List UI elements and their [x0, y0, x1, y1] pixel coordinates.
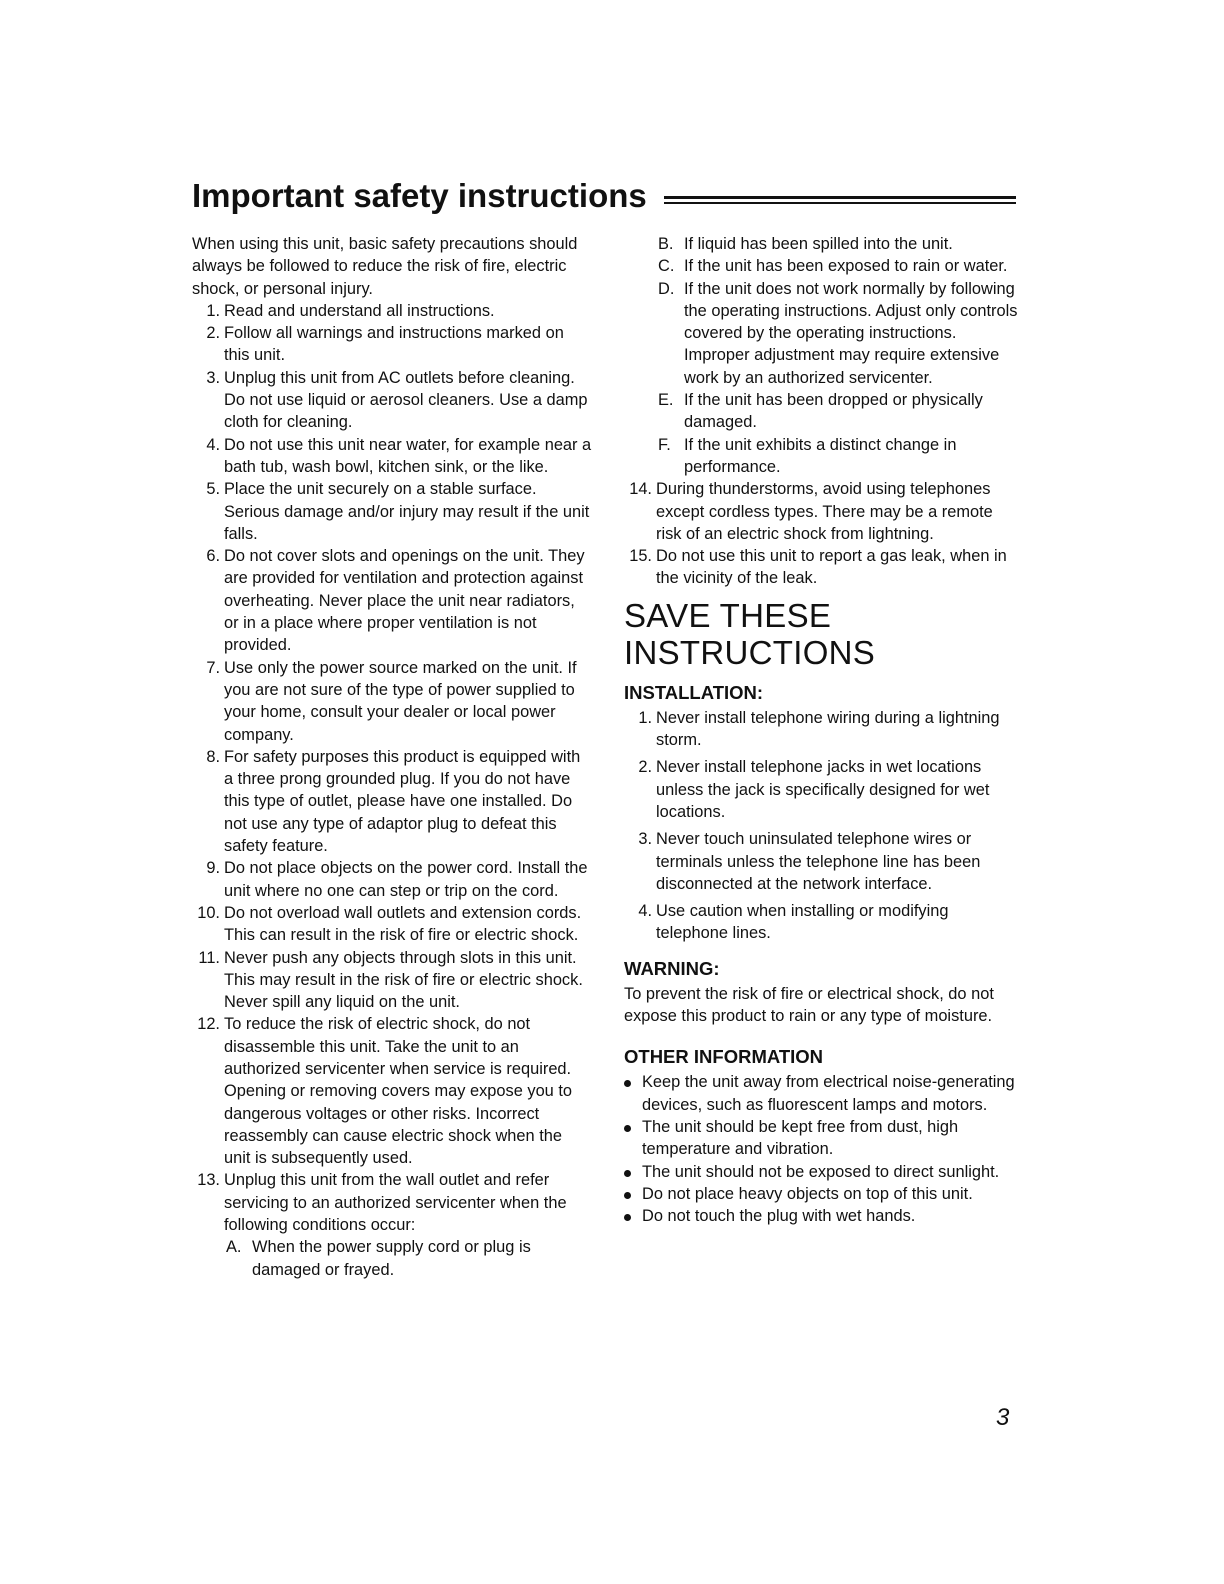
subitem-letter: A. [226, 1238, 242, 1257]
item-number: 3. [638, 830, 652, 849]
item-number: 10. [197, 903, 220, 922]
safety-item-10 [192, 902, 592, 947]
safety-item-7 [192, 657, 592, 746]
subitem-letter: C. [658, 257, 675, 276]
item-number: 2. [206, 324, 220, 343]
item-number: 15. [629, 547, 652, 566]
safety-item-9 [192, 857, 592, 902]
save-heading-line-2: INSTRUCTIONS [624, 633, 876, 671]
page-title: Important safety instructions [192, 177, 647, 214]
safety-item-15 [624, 545, 1020, 590]
safety-item-4 [192, 434, 592, 479]
safety-subitem-c [624, 255, 1020, 277]
item-text: During thunderstorms, avoid using telephones except cordless types. There may be a remote risk of an electric shock from lightning. [656, 480, 993, 543]
item-text: Do not overload wall outlets and extension cords. This can result in the risk of fire or electric shock. [224, 903, 582, 945]
safety-subitem-f [624, 434, 1020, 479]
item-text: Never install telephone jacks in wet locations unless the jack is specifically designed for wet locations. [656, 758, 990, 821]
bullet-dot [624, 1170, 631, 1177]
subitem-letter: D. [658, 279, 675, 298]
item-number: 11. [198, 948, 220, 967]
other-info-bullet-4 [624, 1183, 1020, 1205]
installation-item-2 [624, 756, 1020, 823]
installation-item-1 [624, 707, 1020, 752]
installation-item-3 [624, 828, 1020, 895]
bullet-text: Do not place heavy objects on top of this unit. [642, 1184, 973, 1203]
other-info-bullet-3 [624, 1161, 1020, 1183]
safety-subitem-d [624, 278, 1020, 389]
item-text: Use caution when installing or modifying telephone lines. [656, 902, 949, 943]
safety-item-8 [192, 746, 592, 857]
item-number: 2. [638, 758, 652, 777]
other-info-bullet-1 [624, 1071, 1020, 1116]
bullet-text: Do not touch the plug with wet hands. [642, 1207, 916, 1226]
item-number: 5. [206, 480, 220, 499]
safety-subitem-b [624, 233, 1020, 255]
bullet-dot [624, 1214, 631, 1221]
bullet-text: Keep the unit away from electrical noise-generating devices, such as fluorescent lamps and motors. [642, 1073, 1015, 1114]
item-number: 4. [638, 902, 652, 921]
item-number: 4. [206, 435, 220, 454]
installation-item-4 [624, 900, 1020, 945]
safety-item-14 [624, 478, 1020, 545]
title-rule-secondary [664, 202, 1016, 204]
safety-item-6 [192, 545, 592, 656]
item-number: 6. [206, 547, 220, 566]
subitem-text: If the unit does not work normally by following the operating instructions. Adjust only controls covered by the operating instructions. Improper adjustment may require extensive work by an authorized servicenter. [684, 279, 1018, 387]
safety-subitem-a [192, 1236, 592, 1281]
item-text: Place the unit securely on a stable surface. Serious damage and/or injury may result if the unit falls. [224, 480, 590, 543]
item-number: 13. [197, 1171, 220, 1190]
installation-heading: INSTALLATION: [624, 681, 764, 703]
item-number: 8. [206, 747, 220, 766]
bullet-dot [624, 1125, 631, 1132]
item-number: 1. [638, 708, 652, 727]
left-column [192, 233, 592, 1281]
title-rule [664, 196, 1016, 199]
subitem-text: If the unit has been exposed to rain or water. [684, 257, 1008, 276]
item-text: For safety purposes this product is equipped with a three prong grounded plug. If you do not have this type of outlet, please have one installed. Do not use any type of adaptor plug to defeat this safety feature. [224, 747, 581, 856]
safety-item-5 [192, 478, 592, 545]
safety-item-11 [192, 947, 592, 1014]
subitem-letter: F. [658, 435, 671, 454]
item-text: Read and understand all instructions. [224, 301, 495, 320]
item-text: To reduce the risk of electric shock, do not disassemble this unit. Take the unit to an authorized servicenter when service is required. Opening or removing covers may expose you to dangerous voltages or other risks. Incorrect reassembly can cause electric shock when the unit is subsequently used. [224, 1015, 573, 1168]
item-number: 9. [206, 859, 220, 878]
subitem-letter: B. [658, 235, 674, 253]
other-info-bullet-5 [624, 1205, 1020, 1227]
title-row [192, 176, 1016, 220]
save-instructions-heading [624, 597, 1020, 671]
item-number: 12. [197, 1015, 220, 1034]
safety-item-2 [192, 322, 592, 367]
bullet-text: The unit should not be exposed to direct sunlight. [642, 1162, 1000, 1181]
item-text: Do not place objects on the power cord. Install the unit where no one can step or trip on the cord. [224, 859, 588, 900]
subitem-text: If the unit exhibits a distinct change in performance. [684, 435, 957, 476]
item-text: Unplug this unit from AC outlets before cleaning. Do not use liquid or aerosol cleaners. Use a damp cloth for cleaning. [224, 368, 588, 432]
item-text: Never push any objects through slots in this unit. This may result in the risk of fire or electric shock. Never spill any liquid on the unit. [224, 948, 583, 1012]
bullet-text: The unit should be kept free from dust, high temperature and vibration. [642, 1117, 959, 1159]
item-text: Never touch uninsulated telephone wires or terminals unless the telephone line has been disconnected at the network interface. [656, 830, 981, 893]
save-heading-line-1: SAVE THESE [624, 596, 832, 634]
intro-paragraph: When using this unit, basic safety precautions should always be followed to reduce the risk of fire, electric shock, or personal injury. [192, 235, 578, 298]
item-number: 3. [206, 368, 220, 387]
warning-text: To prevent the risk of fire or electrical shock, do not expose this product to rain or any type of moisture. [624, 984, 994, 1026]
subitem-text: When the power supply cord or plug is damaged or frayed. [252, 1238, 531, 1279]
item-text: Never install telephone wiring during a lightning storm. [656, 708, 1000, 750]
item-number: 7. [206, 658, 220, 677]
item-text: Follow all warnings and instructions marked on this unit. [224, 324, 564, 365]
bullet-dot [624, 1192, 631, 1199]
safety-item-3 [192, 367, 592, 434]
other-info-bullet-2 [624, 1116, 1020, 1161]
bullet-dot [624, 1080, 631, 1087]
subitem-letter: E. [658, 391, 674, 410]
page-number: 3 [996, 1404, 1010, 1431]
item-text: Do not use this unit near water, for example near a bath tub, wash bowl, kitchen sink, or the like. [224, 435, 592, 476]
subitem-text: If liquid has been spilled into the unit. [684, 235, 953, 253]
item-number: 14. [629, 480, 652, 499]
safety-item-12 [192, 1013, 592, 1169]
item-text: Use only the power source marked on the unit. If you are not sure of the type of power supplied to your home, consult your dealer or local power company. [224, 658, 577, 744]
safety-item-1 [192, 300, 592, 322]
item-text: Do not use this unit to report a gas leak, when in the vicinity of the leak. [656, 547, 1007, 588]
item-text: Do not cover slots and openings on the unit. They are provided for ventilation and protection against overheating. Never place the unit near radiators, or in a place where proper ventilation is not provided. [224, 547, 585, 655]
other-information-heading: OTHER INFORMATION [624, 1046, 824, 1068]
warning-heading: WARNING: [624, 957, 720, 979]
right-column [624, 233, 1020, 1227]
item-number: 1. [206, 301, 220, 320]
safety-item-13 [192, 1169, 592, 1236]
item-text: Unplug this unit from the wall outlet and refer servicing to an authorized servicenter when the following conditions occur: [224, 1171, 567, 1235]
safety-subitem-e [624, 389, 1020, 434]
subitem-text: If the unit has been dropped or physically damaged. [684, 391, 983, 432]
